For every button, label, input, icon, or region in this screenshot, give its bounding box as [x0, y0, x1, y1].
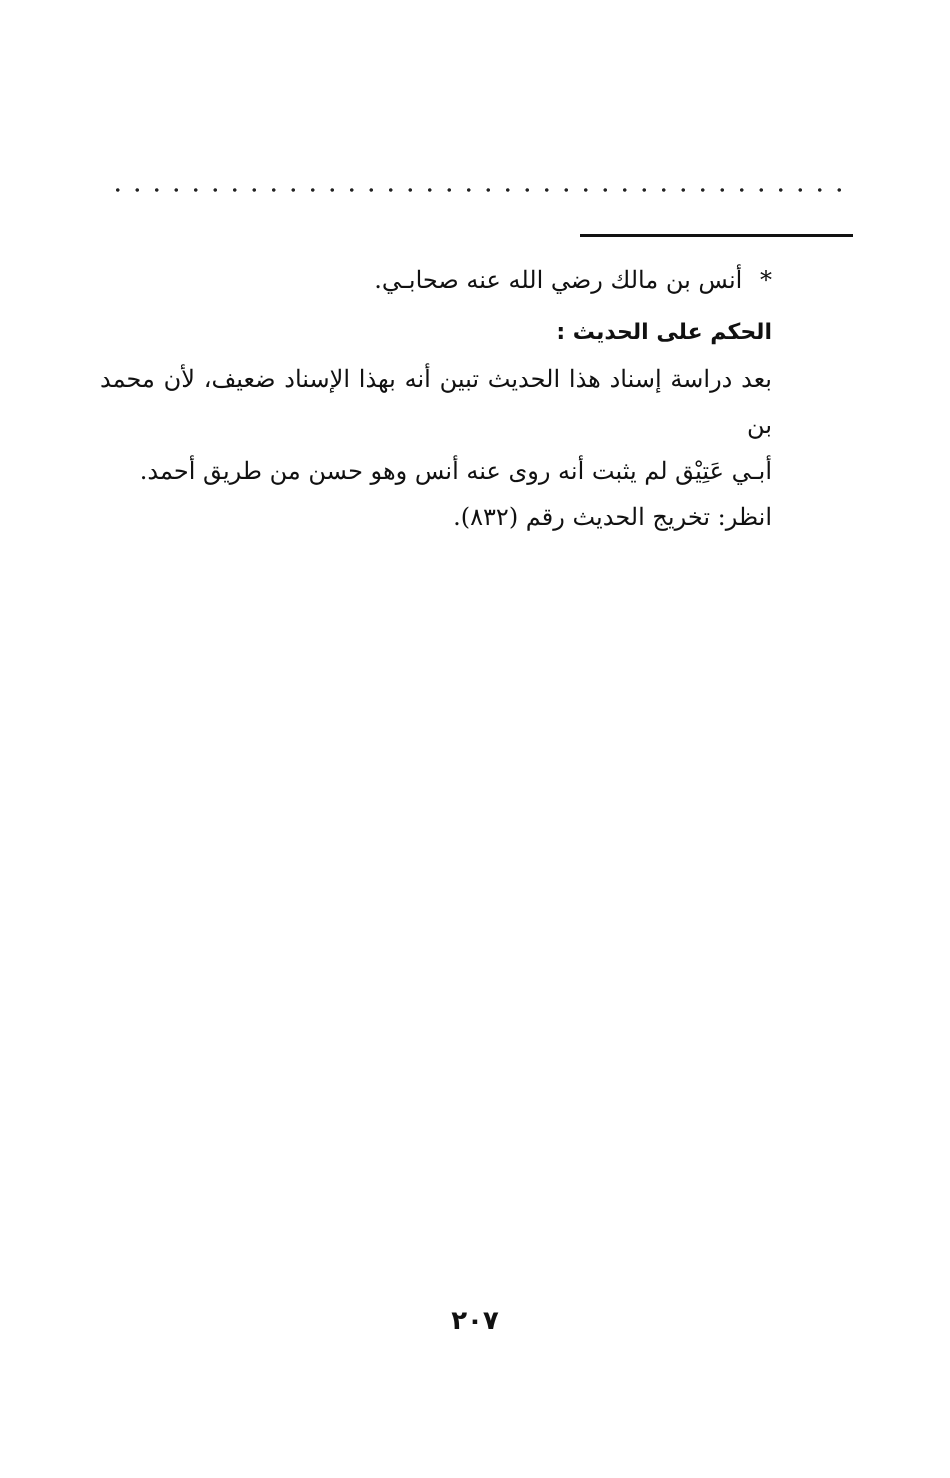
ruling-line-2: أبـي عَتِيْق لم يثبت أنه روى عنه أنس وهو حسن من طريق أحمد.: [139, 457, 772, 485]
asterisk-bullet-icon: *: [760, 266, 772, 294]
ruling-paragraph: [100, 356, 772, 540]
ruling-line-1: بعد دراسة إسناد هذا الحديث تبين أنه بهذا الإسناد ضعيف، لأن محمد بن: [100, 365, 772, 439]
narrator-line: [92, 257, 772, 303]
narrator-text: أنس بن مالك رضي الله عنه صحابـي.: [374, 266, 743, 294]
section-rule: [580, 234, 853, 237]
page-number: ٢٠٧: [451, 1306, 499, 1336]
ruling-heading: الحكم على الحديث :: [556, 320, 772, 345]
ruling-line-3: انظر: تخريج الحديث رقم (٨٣٢).: [453, 503, 772, 531]
dotted-separator: [108, 185, 850, 195]
